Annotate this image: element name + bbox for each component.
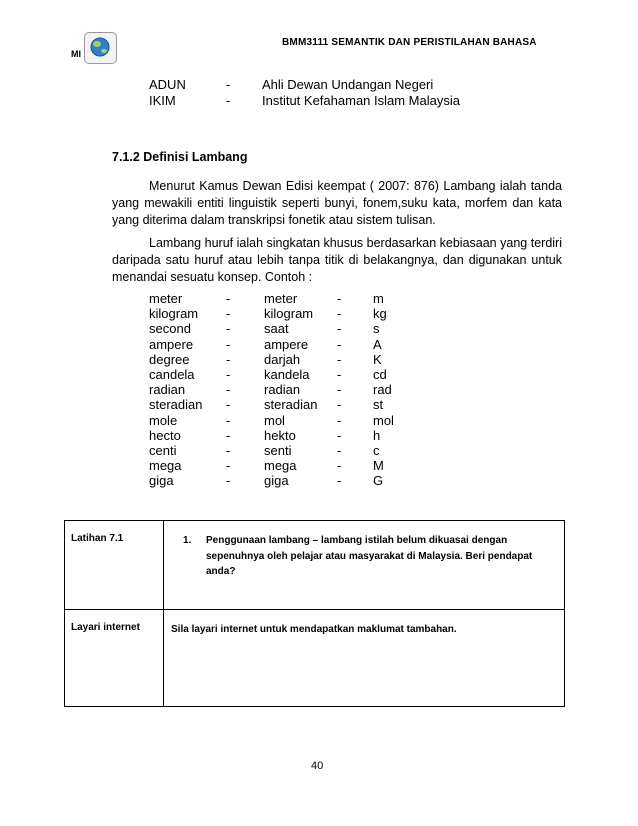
abbr-meaning: Ahli Dewan Undangan Negeri [262,77,434,92]
section-heading: 7.1.2 Definisi Lambang [112,150,248,164]
unit-symbol: K [373,352,382,367]
unit-english: hecto [149,428,181,443]
unit-dash: - [226,473,231,488]
unit-symbol: mol [373,413,394,428]
unit-dash: - [226,443,231,458]
logo-icon [84,32,117,64]
unit-english: steradian [149,397,203,412]
unit-dash: - [226,291,231,306]
unit-english: kilogram [149,306,199,321]
unit-symbol: kg [373,306,387,321]
unit-english: radian [149,382,186,397]
unit-symbol: cd [373,367,387,382]
paragraph-example-intro: Lambang huruf ialah singkatan khusus berdasarkan kebiasaan yang terdiri daripada satu huruf atau lebih tanpa titik di belakangnya, dan digunakan untuk menandai sesuatu konsep. Contoh : [112,236,562,284]
unit-malay: steradian [264,397,318,412]
unit-malay: radian [264,382,301,397]
unit-english: second [149,321,191,336]
unit-english: ampere [149,337,194,352]
unit-dash: - [226,428,231,443]
unit-malay: saat [264,321,289,336]
unit-malay: senti [264,443,292,458]
unit-dash: - [226,413,231,428]
unit-dash: - [226,397,231,412]
abbr-dash: - [226,77,231,92]
unit-dash: - [337,337,342,352]
unit-dash: - [337,382,342,397]
unit-dash: - [337,473,342,488]
unit-english: giga [149,473,174,488]
unit-malay: meter [264,291,298,306]
internet-text: Sila layari internet untuk mendapatkan maklumat tambahan. [164,610,565,707]
unit-symbol: h [373,428,381,443]
unit-dash: - [337,428,342,443]
unit-english: meter [149,291,183,306]
running-header: BMM3111 SEMANTIK DAN PERISTILAHAN BAHASA [282,37,537,48]
unit-malay: mol [264,413,285,428]
unit-dash: - [226,382,231,397]
logo-text: MI [71,49,81,59]
unit-dash: - [337,321,342,336]
unit-dash: - [337,291,342,306]
unit-symbol: rad [373,382,392,397]
unit-symbol: M [373,458,384,473]
unit-dash: - [226,337,231,352]
abbr-term: ADUN [149,77,186,92]
exercise-label: Latihan 7.1 [65,521,164,610]
unit-english: degree [149,352,190,367]
unit-symbol: s [373,321,380,336]
unit-dash: - [226,367,231,382]
unit-dash: - [337,367,342,382]
unit-english: centi [149,443,177,458]
exercise-cell [164,521,565,610]
unit-dash: - [337,413,342,428]
paragraph-definition: Menurut Kamus Dewan Edisi keempat ( 2007: 876) Lambang ialah tanda yang mewakili entiti linguistik seperti bunyi, fonem,suku kata, morfem dan kata yang diterima dalam transkripsi fonetik atau sistem tulisan. [112,179,562,227]
internet-label: Layari internet [65,610,164,707]
unit-malay: giga [264,473,289,488]
unit-malay: kandela [264,367,310,382]
exercise-question [164,521,564,580]
page-number: 40 [311,760,324,772]
unit-dash: - [337,352,342,367]
unit-malay: mega [264,458,297,473]
unit-malay: ampere [264,337,309,352]
unit-dash: - [226,352,231,367]
unit-malay: darjah [264,352,301,367]
question-text: Penggunaan lambang – lambang istilah belum dikuasai dengan sepenuhnya oleh pelajar atau masyarakat di Malaysia. Beri pendapat anda? [206,535,533,577]
unit-symbol: A [373,337,382,352]
abbr-meaning: Institut Kefahaman Islam Malaysia [262,93,460,108]
unit-symbol: G [373,473,384,488]
unit-malay: kilogram [264,306,314,321]
unit-dash: - [226,321,231,336]
unit-english: candela [149,367,195,382]
abbr-term: IKIM [149,93,176,108]
abbr-dash: - [226,93,231,108]
unit-dash: - [226,306,231,321]
unit-dash: - [337,443,342,458]
exercise-table [64,520,565,707]
unit-symbol: c [373,443,380,458]
unit-malay: hekto [264,428,296,443]
question-number: 1. [183,535,192,546]
unit-symbol: st [373,397,384,412]
unit-dash: - [337,397,342,412]
unit-english: mega [149,458,182,473]
unit-dash: - [337,306,342,321]
unit-symbol: m [373,291,384,306]
unit-english: mole [149,413,178,428]
unit-dash: - [226,458,231,473]
unit-dash: - [337,458,342,473]
